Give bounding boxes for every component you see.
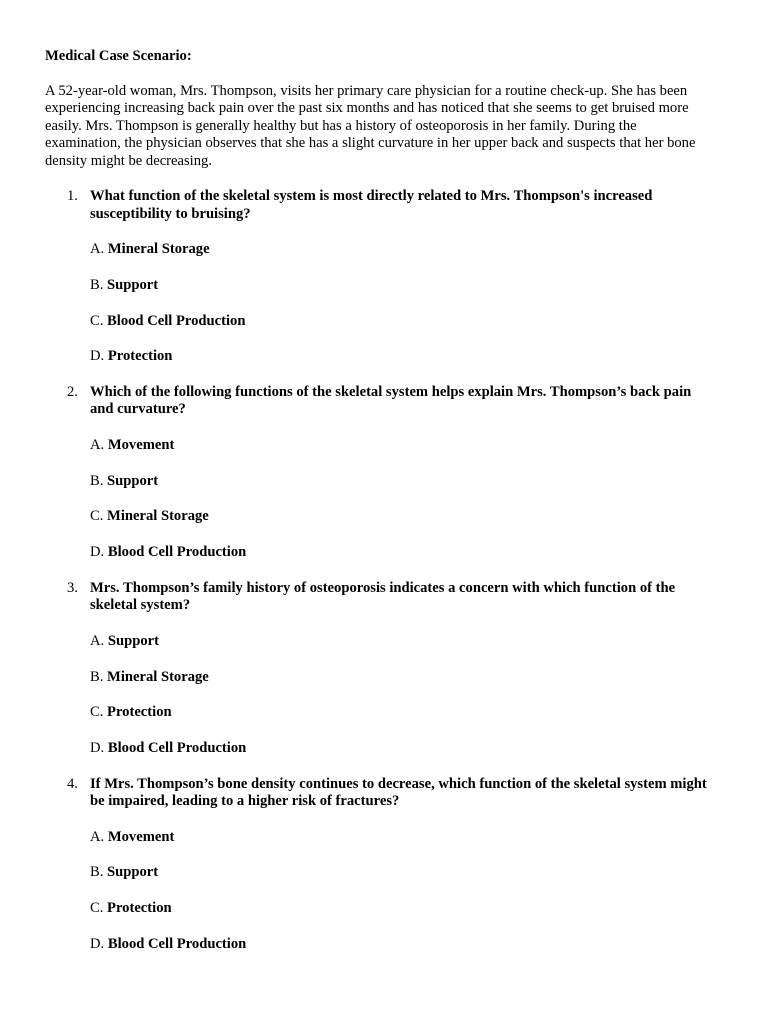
option-text: Movement [107,828,175,845]
answer-option [90,864,722,882]
option-letter: B. [90,864,104,881]
option-text: Protection [107,348,173,365]
question-number: 3. [67,579,78,596]
option-letter: C. [90,704,104,721]
question-4 [45,776,722,954]
answer-option [90,348,722,366]
answer-option [90,437,722,455]
answer-option [90,740,722,758]
option-text: Mineral Storage [107,241,210,257]
question-number: 2. [67,383,78,400]
answer-options [90,633,722,758]
option-text: Mineral Storage [107,508,209,525]
option-letter: C. [90,900,104,917]
option-letter: D. [90,348,105,365]
answer-option [90,704,722,722]
question-text: Mrs. Thompson’s family history of osteoporosis indicates a concern with which function of the skeletal system? [90,579,676,614]
question-text: What function of the skeletal system is most directly related to Mrs. Thompson's increased susceptibility to bruising? [90,188,653,222]
option-letter: A. [90,436,105,453]
option-letter: B. [90,668,104,685]
question-text: If Mrs. Thompson’s bone density continues to decrease, which function of the skeletal system might be impaired, leading to a higher risk of fractures? [90,775,707,810]
answer-option [90,936,722,954]
answer-option [90,669,722,687]
option-text: Mineral Storage [107,668,209,685]
option-letter: C. [90,508,104,525]
option-letter: D. [90,544,105,561]
question-number: 1. [67,188,78,204]
option-letter: B. [90,472,104,489]
answer-option [90,473,722,491]
answer-option [90,544,722,562]
option-text: Protection [107,704,172,721]
case-intro-paragraph: A 52-year-old woman, Mrs. Thompson, visits her primary care physician for a routine check-up. She has been experiencing increasing back pain over the past six months and has noticed that she seems to get bruised more easily. Mrs. Thompson is generally healthy but has a history of osteoporosis in her family. During the examination, the physician observes that she has a slight curvature in her upper back and suspects that her bone density might be decreasing. [45,82,696,169]
answer-option [90,900,722,918]
option-text: Support [107,276,159,293]
document-title: Medical Case Scenario: [45,48,192,64]
option-text: Blood Cell Production [107,544,247,561]
question-number: 4. [67,775,78,792]
option-text: Blood Cell Production [107,312,246,329]
answer-option [90,277,722,295]
answer-options [90,241,722,366]
answer-option [90,508,722,526]
option-text: Protection [107,900,172,917]
answer-options [90,437,722,562]
option-letter: B. [90,276,104,293]
answer-option [90,829,722,847]
question-list [45,188,722,954]
option-text: Blood Cell Production [107,740,247,757]
question-1 [45,188,722,366]
answer-option [90,241,722,259]
option-letter: A. [90,632,105,649]
option-letter: D. [90,740,105,757]
option-letter: C. [90,312,104,329]
answer-option [90,313,722,331]
option-letter: A. [90,828,105,845]
option-text: Movement [107,436,175,453]
option-letter: A. [90,241,105,257]
question-text: Which of the following functions of the skeletal system helps explain Mrs. Thompson’s back pain and curvature? [90,383,692,418]
answer-options [90,829,722,954]
question-2 [45,384,722,562]
option-text: Blood Cell Production [107,936,247,953]
question-3 [45,580,722,758]
answer-option [90,633,722,651]
option-text: Support [107,632,159,649]
option-text: Support [107,864,159,881]
option-letter: D. [90,936,105,953]
option-text: Support [107,472,159,489]
